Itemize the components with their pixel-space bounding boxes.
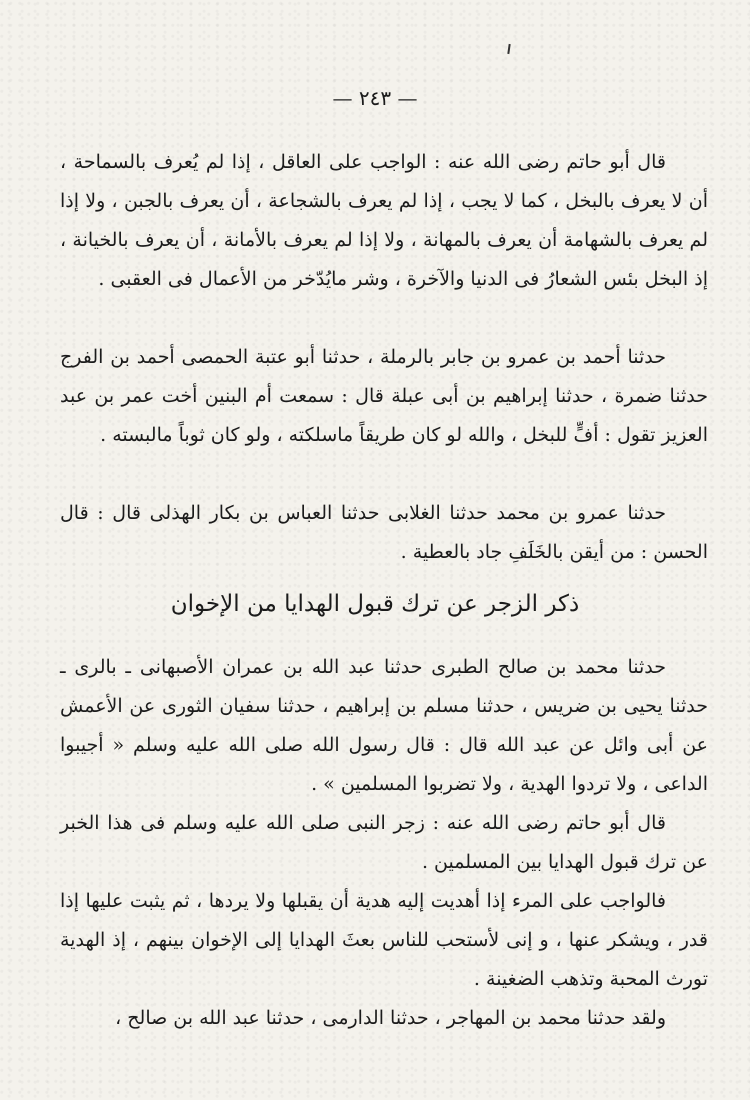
- paragraph-duty-accept-gifts: فالواجب على المرء إذا أهديت إليه هدية أن يقبلها ولا يردها ، ثم يثبت عليها إذا قدر ، ويشكر عنها ، و إنى لأستحب للناس بعثَ الهدايا إلى الإخوان بينهم ، إذ الهدية تورث المحبة وتذهب الضغينة .: [60, 890, 708, 990]
- text-block-top: [60, 143, 708, 572]
- paragraph-abu-hatim-stinginess: قال أبو حاتم رضى الله عنه : الواجب على العاقل ، إذا لم يُعرف بالسماحة ، أن لا يعرف بالبخل ، كما لا يجب ، إذا لم يعرف بالشجاعة ، أن يعرف بالجبن ، ولا إذا لم يعرف بالشهامة أن يعرف بالمهانة ، ولا إذا لم يعرف بالأمانة ، أن يعرف بالخيانة ، إذ البخل بئس الشعارُ فى الدنيا والآخرة ، وشر مايُدّخر من الأعمال فى العقبى .: [60, 151, 708, 290]
- paragraph-al-hasan: حدثنا عمرو بن محمد حدثنا الغلابى حدثنا العباس بن بكار الهذلى قال : قال الحسن : من أيقن بالخَلَفِ جاد بالعطية .: [60, 502, 708, 563]
- page-number: — ٢٤٣ —: [332, 86, 418, 110]
- section-heading: ذكر الزجر عن ترك قبول الهدايا من الإخوان: [170, 591, 580, 617]
- paragraph-um-al-banin: حدثنا أحمد بن عمرو بن جابر بالرملة ، حدثنا أبو عتبة الحمصى أحمد بن الفرج حدثنا ضمرة ، حدثنا إبراهيم بن أبى عبلة قال : سمعت أم البنين أخت عمر بن عبد العزيز تقول : أفٍّ للبخل ، والله لو كان طريقاً ماسلكته ، ولو كان ثوباً مالبسته .: [60, 346, 708, 446]
- text-block-bottom: [60, 648, 708, 1038]
- paragraph-abu-hatim-gifts: قال أبو حاتم رضى الله عنه : زجر النبى صلى الله عليه وسلم فى هذا الخبر عن ترك قبول الهدايا بين المسلمين .: [60, 812, 708, 873]
- paragraph-isnad-continuation: ولقد حدثنا محمد بن المهاجر ، حدثنا الدارمى ، حدثنا عبد الله بن صالح ،: [115, 1007, 666, 1029]
- ink-mark: [507, 44, 510, 54]
- paragraph-hadith-gifts: حدثنا محمد بن صالح الطبرى حدثنا عبد الله بن عمران الأصبهانى ـ بالرى ـ حدثنا يحيى بن ضريس ، حدثنا مسلم بن إبراهيم ، حدثنا سفيان الثورى عن الأعمش عن أبى وائل عن عبد الله قال : قال رسول الله صلى الله عليه وسلم « أجيبوا الداعى ، ولا تردوا الهدية ، ولا تضربوا المسلمين » .: [60, 656, 708, 795]
